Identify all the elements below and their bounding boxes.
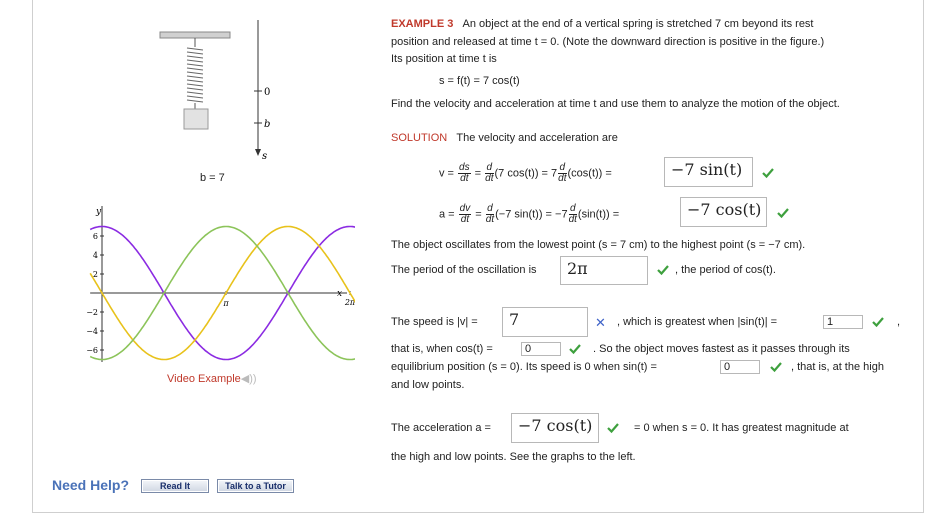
y-tick-label: 2 xyxy=(92,270,98,279)
thatis-suffix: . So the object moves fastest as it passes through its xyxy=(593,343,850,355)
y-tick-label: −2 xyxy=(86,308,98,317)
video-example-label: Video Example xyxy=(167,373,241,385)
mass-block xyxy=(184,109,208,129)
check-icon xyxy=(872,316,884,328)
y-tick-label: −4 xyxy=(86,327,98,336)
period-text: The period of the oscillation is xyxy=(391,264,537,276)
spring-figure xyxy=(150,15,280,165)
low-points-text: and low points. xyxy=(391,379,465,391)
tick-b-label: b xyxy=(264,119,271,130)
axis-s-label: s xyxy=(262,151,268,162)
period-answer-field[interactable]: 2π xyxy=(560,256,648,285)
spring-coils xyxy=(187,48,203,102)
video-example-link[interactable] xyxy=(167,372,257,385)
talk-to-tutor-button[interactable]: Talk to a Tutor xyxy=(217,479,294,493)
acceleration-line2: the high and low points. See the graphs to the left. xyxy=(391,451,636,463)
acceleration-text: The acceleration a = xyxy=(391,422,491,434)
acceleration-function-field[interactable]: −7 cos(t) xyxy=(511,413,599,443)
equilibrium-suffix: , that is, at the high xyxy=(791,361,884,373)
y-tick-label: 4 xyxy=(92,251,98,260)
velocity-equation: v = $\frac{ds}{dt}$ = $\frac{d}{dt}$ (7 cos(t)) = 7 $\frac{d}{dt}$ (cos(t)) = xyxy=(439,162,612,184)
cross-icon: ✕ xyxy=(595,315,606,330)
check-icon xyxy=(657,264,669,276)
period-suffix: , the period of cos(t). xyxy=(675,264,776,276)
velocity-answer-field[interactable]: −7 sin(t) xyxy=(664,157,753,187)
x-tick-label: π xyxy=(223,299,229,308)
need-help-label: Need Help? xyxy=(52,477,130,493)
example-label: EXAMPLE 3 xyxy=(391,18,454,30)
motion-graph xyxy=(85,200,355,370)
example-line2: position and released at time t = 0. (Note the downward direction is positive in the figure.) xyxy=(391,36,825,48)
y-tick-label: 6 xyxy=(92,232,98,241)
example-line1: An object at the end of a vertical spring is stretched 7 cm beyond its rest xyxy=(462,18,814,30)
acceleration-equation: a = $\frac{dv}{dt}$ = $\frac{d}{dt}$ (−7 sin(t)) = −7 $\frac{d}{dt}$ (sin(t)) = xyxy=(439,203,620,225)
acceleration-answer-field[interactable]: −7 cos(t) xyxy=(680,197,767,227)
check-icon xyxy=(762,167,774,179)
check-icon xyxy=(607,422,619,434)
solution-intro: The velocity and acceleration are xyxy=(456,132,618,144)
solution-label: SOLUTION xyxy=(391,132,448,144)
speaker-icon: ◀)) xyxy=(240,373,257,385)
check-icon xyxy=(569,343,581,355)
speed-suffix: , which is greatest when |sin(t)| = xyxy=(617,316,778,328)
ceiling-mount xyxy=(160,32,230,38)
thatis-text: that is, when cos(t) = xyxy=(391,343,493,355)
speed-answer-field[interactable]: 7 xyxy=(502,307,588,337)
acceleration-suffix: = 0 when s = 0. It has greatest magnitude at xyxy=(634,422,849,434)
task-text: Find the velocity and acceleration at time t and use them to analyze the motion of the object. xyxy=(391,98,840,110)
cos-answer-field[interactable]: 0 xyxy=(521,342,561,356)
speed-text: The speed is |v| = xyxy=(391,316,478,328)
position-equation: s = f(t) = 7 cos(t) xyxy=(439,75,520,87)
s-axis-arrow xyxy=(255,149,261,156)
check-icon xyxy=(770,361,782,373)
y-axis-label: y xyxy=(96,207,102,217)
tick-zero-label: 0 xyxy=(264,87,271,98)
example-line3: Its position at time t is xyxy=(391,53,497,65)
b-value-label: b = 7 xyxy=(200,172,225,184)
x-axis-label: x xyxy=(337,289,343,299)
comma-text: , xyxy=(897,316,901,328)
equilibrium-text: equilibrium position (s = 0). Its speed is 0 when sin(t) = xyxy=(391,361,657,373)
sin-abs-answer-field[interactable]: 1 xyxy=(823,315,863,329)
oscillation-text: The object oscillates from the lowest point (s = 7 cm) to the highest point (s = −7 cm). xyxy=(391,239,806,251)
x-tick-label: 2π xyxy=(344,298,355,307)
sin-zero-answer-field[interactable]: 0 xyxy=(720,360,760,374)
y-tick-label: −6 xyxy=(86,346,98,355)
read-it-button[interactable]: Read It xyxy=(141,479,209,493)
check-icon xyxy=(777,207,789,219)
